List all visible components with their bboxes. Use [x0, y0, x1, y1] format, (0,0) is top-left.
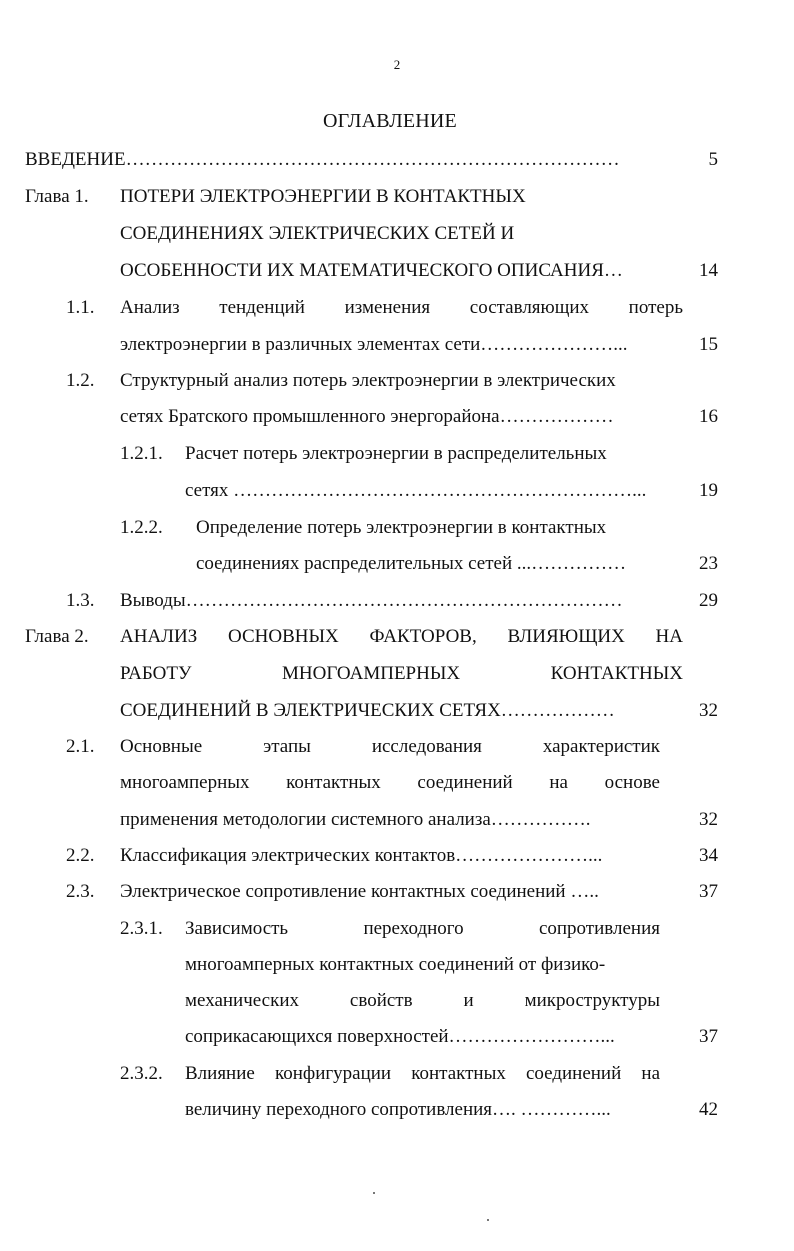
toc-entry-page: 14	[699, 260, 718, 281]
toc-entry-page: 16	[699, 406, 718, 427]
page-number: 2	[393, 57, 401, 72]
toc-entry-text: соединениях распределительных сетей ...……………	[196, 553, 627, 574]
toc-entry-page: 15	[699, 334, 718, 355]
toc-entry-text: электроэнергии в различных элементах сети…………………...	[120, 334, 628, 355]
toc-entry-number: 1.3.	[66, 590, 95, 611]
toc-entry-number: 1.1.	[66, 297, 95, 318]
toc-entry-text: ПОТЕРИ ЭЛЕКТРОЭНЕРГИИ В КОНТАКТНЫХ	[120, 186, 526, 207]
toc-entry-text: многоамперных контактных соединений от физико-	[185, 954, 606, 975]
toc-entry-page: 37	[699, 1026, 718, 1047]
toc-entry-text: сетях ………………………………………………………...	[185, 480, 647, 501]
toc-entry-text: Анализ тенденций изменения составляющих потерь	[120, 297, 683, 318]
toc-title: ОГЛАВЛЕНИЕ	[323, 110, 457, 132]
toc-entry-number: 1.2.1.	[120, 443, 163, 464]
toc-entry-text: многоамперных контактных соединений на основе	[120, 772, 660, 793]
toc-entry-text: Основные этапы исследования характеристик	[120, 736, 660, 757]
toc-entry-text: РАБОТУ МНОГОАМПЕРНЫХ КОНТАКТНЫХ	[120, 663, 683, 684]
toc-entry-number: 2.1.	[66, 736, 95, 757]
scan-speck	[487, 1219, 489, 1221]
toc-entry-number: Глава 1.	[25, 186, 89, 207]
toc-entry-number: 2.3.2.	[120, 1063, 163, 1084]
toc-entry-text: СОЕДИНЕНИЙ В ЭЛЕКТРИЧЕСКИХ СЕТЯХ………………	[120, 700, 615, 721]
toc-entry-text: механических свойств и микроструктуры	[185, 990, 660, 1011]
toc-entry-number: Глава 2.	[25, 626, 89, 647]
toc-entry-text: Расчет потерь электроэнергии в распределительных	[185, 443, 607, 464]
toc-entry-page: 37	[699, 881, 718, 902]
toc-entry-text: величину переходного сопротивления…. …………...	[185, 1099, 611, 1120]
toc-entry-page: 19	[699, 480, 718, 501]
toc-entry-text: Классификация электрических контактов…………………...	[120, 845, 603, 866]
toc-entry-text: Выводы……………………………………………………………	[120, 590, 623, 611]
toc-entry-text: СОЕДИНЕНИЯХ ЭЛЕКТРИЧЕСКИХ СЕТЕЙ И	[120, 223, 515, 244]
toc-entry-text: ОСОБЕННОСТИ ИХ МАТЕМАТИЧЕСКОГО ОПИСАНИЯ…	[120, 260, 623, 281]
toc-entry-page: 32	[699, 700, 718, 721]
toc-entry-number: 1.2.	[66, 370, 95, 391]
toc-entry-text: применения методологии системного анализа…………….	[120, 809, 591, 830]
toc-entry-page: 5	[708, 149, 718, 170]
toc-entry-text: сетях Братского промышленного энергорайона………………	[120, 406, 614, 427]
toc-entry-text: Влияние конфигурации контактных соединений на	[185, 1063, 660, 1084]
toc-entry-text: Определение потерь электроэнергии в контактных	[196, 517, 607, 538]
scan-speck	[373, 1192, 375, 1194]
toc-entry-page: 23	[699, 553, 718, 574]
toc-entry-page: 34	[699, 845, 718, 866]
toc-entry-text: ВВЕДЕНИЕ……………………………………………………………………	[25, 149, 620, 170]
toc-entry-page: 42	[699, 1099, 718, 1120]
toc-entry-number: 2.3.	[66, 881, 95, 902]
toc-entry-number: 1.2.2.	[120, 517, 163, 538]
toc-entry-text: АНАЛИЗ ОСНОВНЫХ ФАКТОРОВ, ВЛИЯЮЩИХ НА	[120, 626, 683, 647]
toc-entry-text: Структурный анализ потерь электроэнергии в электрических	[120, 370, 616, 391]
toc-entry-text: Зависимость переходного сопротивления	[185, 918, 660, 939]
toc-entry-text: Электрическое сопротивление контактных соединений …..	[120, 881, 599, 902]
toc-entry-text: соприкасающихся поверхностей……………………...	[185, 1026, 615, 1047]
toc-entry-number: 2.2.	[66, 845, 95, 866]
toc-entry-page: 32	[699, 809, 718, 830]
toc-entry-page: 29	[699, 590, 718, 611]
toc-entry-number: 2.3.1.	[120, 918, 163, 939]
